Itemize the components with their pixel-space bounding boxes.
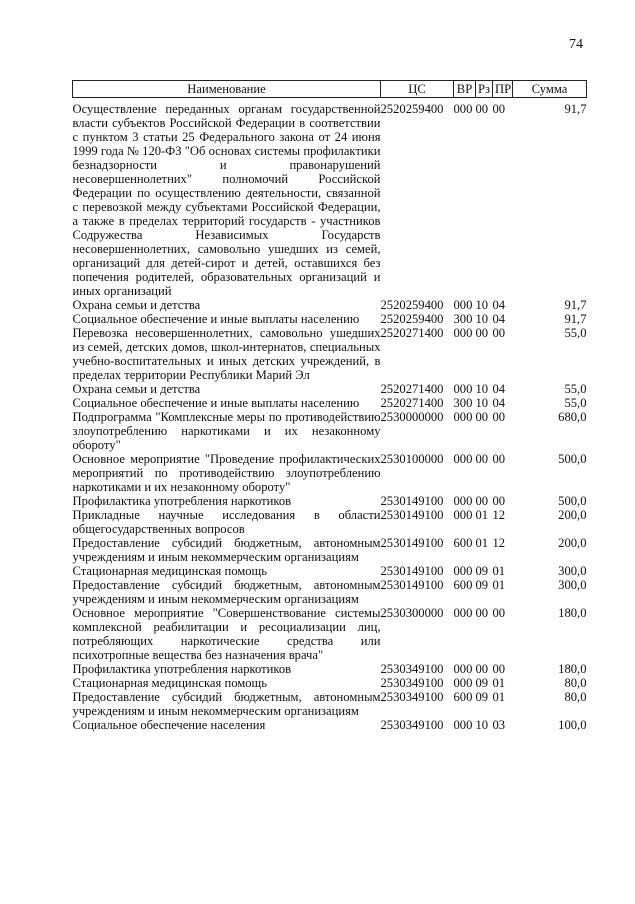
- table-row: [73, 718, 587, 732]
- row-name: Социальное обеспечение населения: [72, 718, 266, 732]
- row-name: Перевозка несовершеннолетних, самовольно ушедших из семей, детских домов, школ-интернатов, специальных учебно-воспитательных и иных детских учреждений, в пределах территории Республики Марий Эл: [72, 326, 381, 382]
- row-rz: 00: [475, 606, 489, 620]
- row-rz: 00: [475, 102, 489, 116]
- row-cs: 2530149100: [380, 494, 444, 508]
- page-number: 74: [569, 37, 583, 52]
- row-pr: 00: [492, 662, 506, 676]
- header-sum: Сумма: [513, 81, 587, 98]
- row-name: Основное мероприятие "Проведение профилактических мероприятий по противодействию злоупотреблению наркотиками и их незаконному обороту": [72, 452, 381, 494]
- row-name: Предоставление субсидий бюджетным, автономным учреждениям и иным некоммерческим организациям: [72, 690, 381, 718]
- row-name: Социальное обеспечение и иные выплаты населению: [72, 312, 360, 326]
- row-sum: 80,0: [564, 690, 587, 704]
- table-row: [73, 676, 587, 690]
- table-row: [73, 508, 587, 536]
- row-sum: 500,0: [558, 494, 587, 508]
- table-row: [73, 312, 587, 326]
- row-rz: 10: [475, 718, 489, 732]
- row-vr: 000: [453, 718, 473, 732]
- table-row: [73, 494, 587, 508]
- table-row: [73, 98, 587, 299]
- row-vr: 000: [453, 326, 473, 340]
- row-pr: 04: [492, 382, 506, 396]
- header-rz: Рз: [476, 81, 493, 98]
- row-sum: 91,7: [564, 298, 587, 312]
- row-name: Охрана семьи и детства: [72, 382, 201, 396]
- row-name: Основное мероприятие "Совершенствование системы комплексной реабилитации и ресоциализации лиц, потребляющих наркотические средства или психотропные вещества без назначения врача": [72, 606, 381, 662]
- row-cs: 2530100000: [380, 452, 444, 466]
- row-sum: 55,0: [564, 326, 587, 340]
- row-name: Осуществление переданных органам государственной власти субъектов Российской Федерации в соответствии с пунктом 3 статьи 25 Федерального закона от 24 июня 1999 года № 120-ФЗ "Об основах системы профилактики безнадзорности и правонарушений несовершеннолетних" полномочий Российской Федерации по осуществлению деятельности, связанной с перевозкой между субъектами Российской Федерации, а также в пределах территорий государств - участников Содружества Независимых Государств несовершеннолетних, самовольно ушедших из семей, организаций для детей-сирот и детей, оставшихся без попечения родителей, образовательных организаций и иных организаций: [72, 102, 381, 298]
- row-pr: 12: [492, 508, 506, 522]
- row-vr: 000: [453, 452, 473, 466]
- row-sum: 200,0: [558, 508, 587, 522]
- row-vr: 000: [453, 662, 473, 676]
- table-header-row: [73, 81, 587, 98]
- header-name: Наименование: [73, 81, 381, 98]
- row-pr: 00: [492, 606, 506, 620]
- row-pr: 04: [492, 298, 506, 312]
- row-sum: 300,0: [558, 564, 587, 578]
- table-row: [73, 298, 587, 312]
- row-pr: 00: [492, 494, 506, 508]
- row-cs: 2530149100: [380, 536, 444, 550]
- row-rz: 10: [475, 298, 489, 312]
- row-pr: 01: [492, 690, 506, 704]
- row-cs: 2530349100: [380, 690, 444, 704]
- row-vr: 000: [453, 298, 473, 312]
- row-cs: 2530349100: [380, 718, 444, 732]
- table-row: [73, 410, 587, 452]
- row-vr: 000: [453, 382, 473, 396]
- row-vr: 000: [453, 410, 473, 424]
- row-vr: 300: [453, 312, 473, 326]
- row-pr: 01: [492, 578, 506, 592]
- row-rz: 09: [475, 564, 489, 578]
- row-cs: 2520259400: [380, 298, 444, 312]
- row-pr: 04: [492, 312, 506, 326]
- row-vr: 000: [453, 102, 473, 116]
- budget-table: [72, 80, 587, 732]
- row-sum: 55,0: [564, 382, 587, 396]
- table-row: [73, 662, 587, 676]
- row-cs: 2520271400: [380, 382, 444, 396]
- row-pr: 01: [492, 564, 506, 578]
- row-sum: 500,0: [558, 452, 587, 466]
- table-row: [73, 326, 587, 382]
- row-cs: 2530349100: [380, 676, 444, 690]
- row-name: Подпрограмма "Комплексные меры по противодействию злоупотреблению наркотиками и их незаконному обороту": [72, 410, 381, 452]
- row-cs: 2530300000: [380, 606, 444, 620]
- row-pr: 00: [492, 452, 506, 466]
- row-name: Социальное обеспечение и иные выплаты населению: [72, 396, 360, 410]
- row-pr: 01: [492, 676, 506, 690]
- row-vr: 600: [453, 536, 473, 550]
- row-vr: 000: [453, 606, 473, 620]
- row-vr: 000: [453, 564, 473, 578]
- row-sum: 91,7: [564, 312, 587, 326]
- row-name: Профилактика употребления наркотиков: [72, 662, 292, 676]
- row-name: Предоставление субсидий бюджетным, автономным учреждениям и иным некоммерческим организациям: [72, 536, 381, 564]
- row-rz: 00: [475, 410, 489, 424]
- row-cs: 2520271400: [380, 396, 444, 410]
- table-row: [73, 382, 587, 396]
- row-rz: 00: [475, 452, 489, 466]
- table-row: [73, 536, 587, 564]
- table-row: [73, 564, 587, 578]
- row-vr: 600: [453, 578, 473, 592]
- row-rz: 00: [475, 662, 489, 676]
- row-pr: 04: [492, 396, 506, 410]
- row-sum: 180,0: [558, 606, 587, 620]
- row-rz: 09: [475, 676, 489, 690]
- table-body: [73, 98, 587, 733]
- row-cs: 2520271400: [380, 326, 444, 340]
- row-name: Стационарная медицинская помощь: [72, 564, 267, 578]
- table-row: [73, 452, 587, 494]
- row-pr: 00: [492, 410, 506, 424]
- row-pr: 00: [492, 102, 506, 116]
- row-vr: 300: [453, 396, 473, 410]
- row-rz: 00: [475, 494, 489, 508]
- row-rz: 01: [475, 508, 489, 522]
- row-name: Охрана семьи и детства: [72, 298, 201, 312]
- row-cs: 2520259400: [380, 312, 444, 326]
- row-rz: 00: [475, 326, 489, 340]
- row-sum: 91,7: [564, 102, 587, 116]
- row-pr: 12: [492, 536, 506, 550]
- row-rz: 10: [475, 382, 489, 396]
- row-sum: 100,0: [558, 718, 587, 732]
- row-vr: 000: [453, 676, 473, 690]
- row-sum: 55,0: [564, 396, 587, 410]
- row-pr: 03: [492, 718, 506, 732]
- row-pr: 00: [492, 326, 506, 340]
- row-vr: 000: [453, 494, 473, 508]
- table-row: [73, 606, 587, 662]
- row-rz: 10: [475, 312, 489, 326]
- row-cs: 2530149100: [380, 578, 444, 592]
- table-row: [73, 690, 587, 718]
- header-pr: ПР: [493, 81, 513, 98]
- row-cs: 2530149100: [380, 508, 444, 522]
- row-name: Профилактика употребления наркотиков: [72, 494, 292, 508]
- row-sum: 680,0: [558, 410, 587, 424]
- row-name: Стационарная медицинская помощь: [72, 676, 267, 690]
- row-name: Прикладные научные исследования в области общегосударственных вопросов: [72, 508, 381, 536]
- row-cs: 2530000000: [380, 410, 444, 424]
- row-sum: 200,0: [558, 536, 587, 550]
- row-cs: 2530149100: [380, 564, 444, 578]
- row-rz: 09: [475, 690, 489, 704]
- row-sum: 80,0: [564, 676, 587, 690]
- header-vr: ВР: [454, 81, 476, 98]
- row-cs: 2530349100: [380, 662, 444, 676]
- row-rz: 10: [475, 396, 489, 410]
- row-rz: 09: [475, 578, 489, 592]
- header-cs: ЦС: [381, 81, 454, 98]
- row-sum: 180,0: [558, 662, 587, 676]
- row-sum: 300,0: [558, 578, 587, 592]
- row-name: Предоставление субсидий бюджетным, автономным учреждениям и иным некоммерческим организациям: [72, 578, 381, 606]
- table-row: [73, 396, 587, 410]
- table-row: [73, 578, 587, 606]
- row-vr: 000: [453, 508, 473, 522]
- row-rz: 01: [475, 536, 489, 550]
- row-cs: 2520259400: [380, 102, 444, 116]
- row-vr: 600: [453, 690, 473, 704]
